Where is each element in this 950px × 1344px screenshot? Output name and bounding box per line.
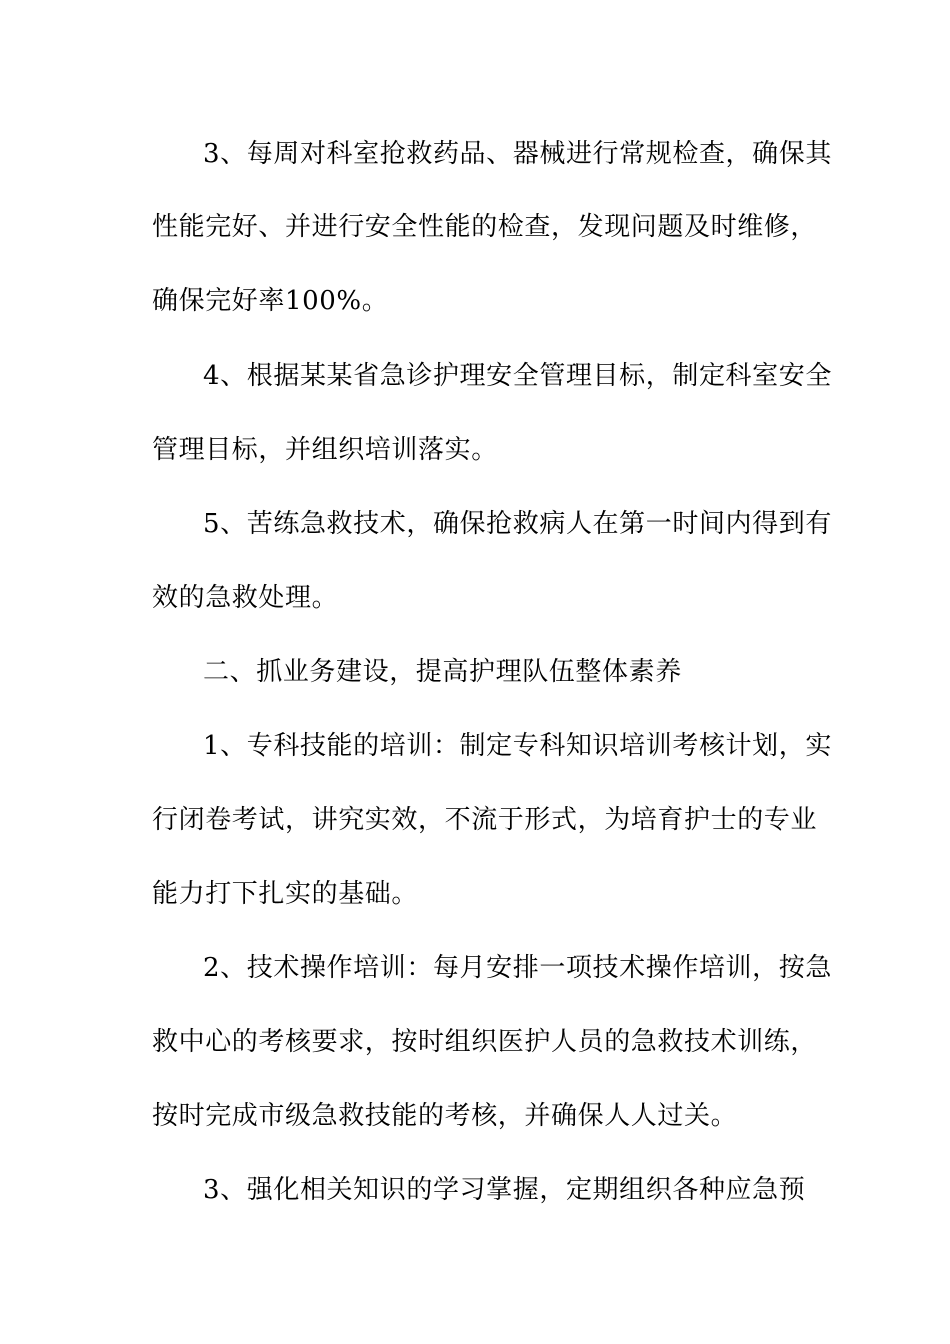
paragraph-line-7: 效的急救处理。: [152, 583, 339, 613]
paragraph-line-10: 行闭卷考试，讲究实效，不流于形式，为培育护士的专业: [152, 805, 818, 835]
paragraph-line-4: 4、根据某某省急诊护理安全管理目标，制定科室安全: [203, 361, 832, 391]
paragraph-line-14: 按时完成市级急救技能的考核，并确保人人过关。: [152, 1101, 738, 1131]
paragraph-line-15: 3、强化相关知识的学习掌握，定期组织各种应急预: [203, 1175, 806, 1205]
paragraph-line-3: 确保完好率100%。: [152, 286, 389, 316]
paragraph-line-13: 救中心的考核要求，按时组织医护人员的急救技术训练，: [152, 1027, 818, 1057]
paragraph-line-11: 能力打下扎实的基础。: [152, 879, 419, 909]
section-heading: 二、抓业务建设，提高护理队伍整体素养: [203, 657, 682, 687]
paragraph-line-6: 5、苦练急救技术，确保抢救病人在第一时间内得到有: [203, 509, 832, 539]
paragraph-line-5: 管理目标，并组织培训落实。: [152, 435, 498, 465]
paragraph-line-12: 2、技术操作培训：每月安排一项技术操作培训，按急: [203, 953, 832, 983]
paragraph-line-1: 3、每周对科室抢救药品、器械进行常规检查，确保其: [203, 139, 832, 169]
paragraph-line-9: 1、专科技能的培训：制定专科知识培训考核计划，实: [203, 731, 832, 761]
paragraph-line-2: 性能完好、并进行安全性能的检查，发现问题及时维修，: [152, 212, 818, 242]
